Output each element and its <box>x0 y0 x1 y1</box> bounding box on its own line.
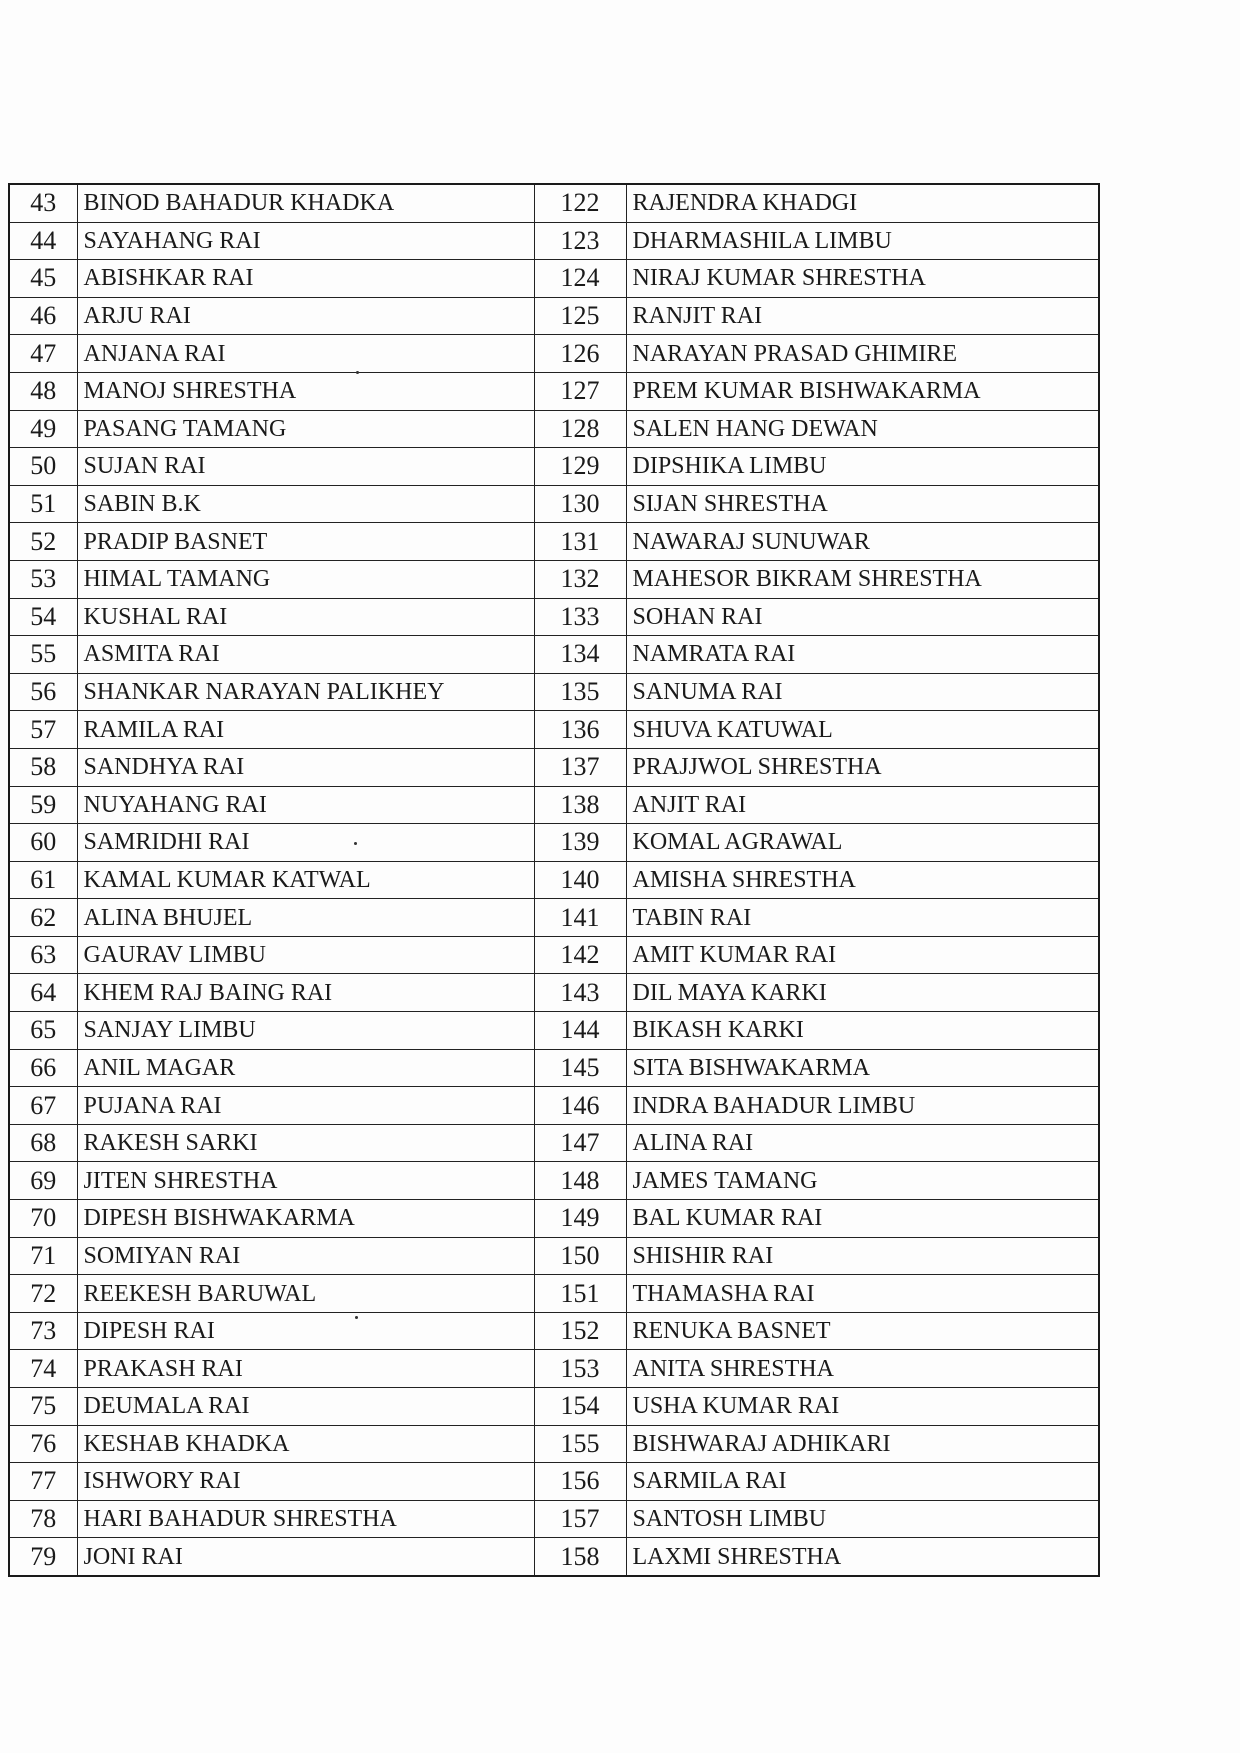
serial-number-left: 53 <box>9 560 77 598</box>
name-right: PREM KUMAR BISHWAKARMA <box>626 372 1099 410</box>
serial-number-right: 142 <box>534 936 626 974</box>
name-left: JITEN SHRESTHA <box>77 1162 534 1200</box>
serial-number-left: 77 <box>9 1463 77 1501</box>
serial-number-left: 78 <box>9 1500 77 1538</box>
serial-number-right: 135 <box>534 673 626 711</box>
serial-number-left: 45 <box>9 260 77 298</box>
name-left: ISHWORY RAI <box>77 1463 534 1501</box>
name-left: HARI BAHADUR SHRESTHA <box>77 1500 534 1538</box>
serial-number-left: 63 <box>9 936 77 974</box>
serial-number-left: 59 <box>9 786 77 824</box>
serial-number-left: 60 <box>9 824 77 862</box>
name-left: GAURAV LIMBU <box>77 936 534 974</box>
serial-number-left: 70 <box>9 1200 77 1238</box>
serial-number-right: 156 <box>534 1463 626 1501</box>
name-left: DEUMALA RAI <box>77 1388 534 1426</box>
serial-number-left: 47 <box>9 335 77 373</box>
name-left: BINOD BAHADUR KHADKA <box>77 184 534 222</box>
serial-number-right: 151 <box>534 1275 626 1313</box>
serial-number-right: 125 <box>534 297 626 335</box>
name-left: JONI RAI <box>77 1538 534 1576</box>
name-left: KHEM RAJ BAING RAI <box>77 974 534 1012</box>
serial-number-right: 149 <box>534 1200 626 1238</box>
name-right: BAL KUMAR RAI <box>626 1200 1099 1238</box>
name-left: RAMILA RAI <box>77 711 534 749</box>
name-right: NARAYAN PRASAD GHIMIRE <box>626 335 1099 373</box>
name-right: SHISHIR RAI <box>626 1237 1099 1275</box>
table-row <box>9 1463 1099 1501</box>
table-row <box>9 1312 1099 1350</box>
name-left: ABISHKAR RAI <box>77 260 534 298</box>
serial-number-left: 54 <box>9 598 77 636</box>
serial-number-left: 74 <box>9 1350 77 1388</box>
table-row <box>9 673 1099 711</box>
serial-number-right: 153 <box>534 1350 626 1388</box>
serial-number-left: 76 <box>9 1425 77 1463</box>
serial-number-left: 46 <box>9 297 77 335</box>
serial-number-right: 148 <box>534 1162 626 1200</box>
table-row <box>9 1425 1099 1463</box>
name-right: NIRAJ KUMAR SHRESTHA <box>626 260 1099 298</box>
name-left: DIPESH BISHWAKARMA <box>77 1200 534 1238</box>
serial-number-right: 144 <box>534 1012 626 1050</box>
serial-number-left: 69 <box>9 1162 77 1200</box>
serial-number-right: 154 <box>534 1388 626 1426</box>
serial-number-right: 127 <box>534 372 626 410</box>
serial-number-right: 122 <box>534 184 626 222</box>
table-row <box>9 1124 1099 1162</box>
name-right: NAWARAJ SUNUWAR <box>626 523 1099 561</box>
name-left: REEKESH BARUWAL <box>77 1275 534 1313</box>
serial-number-right: 129 <box>534 448 626 486</box>
serial-number-right: 130 <box>534 485 626 523</box>
serial-number-right: 150 <box>534 1237 626 1275</box>
name-right: SARMILA RAI <box>626 1463 1099 1501</box>
serial-number-left: 56 <box>9 673 77 711</box>
name-left: ALINA BHUJEL <box>77 899 534 937</box>
serial-number-right: 147 <box>534 1124 626 1162</box>
serial-number-left: 51 <box>9 485 77 523</box>
name-left: KUSHAL RAI <box>77 598 534 636</box>
name-left: SABIN B.K <box>77 485 534 523</box>
serial-number-right: 134 <box>534 636 626 674</box>
serial-number-left: 55 <box>9 636 77 674</box>
table-row <box>9 636 1099 674</box>
name-right: ALINA RAI <box>626 1124 1099 1162</box>
table-row <box>9 222 1099 260</box>
name-right: ANJIT RAI <box>626 786 1099 824</box>
serial-number-left: 71 <box>9 1237 77 1275</box>
serial-number-right: 131 <box>534 523 626 561</box>
table-row <box>9 936 1099 974</box>
name-right: MAHESOR BIKRAM SHRESTHA <box>626 560 1099 598</box>
serial-number-left: 75 <box>9 1388 77 1426</box>
table-row <box>9 861 1099 899</box>
name-right: LAXMI SHRESTHA <box>626 1538 1099 1576</box>
name-left: ARJU RAI <box>77 297 534 335</box>
serial-number-right: 123 <box>534 222 626 260</box>
table-row <box>9 786 1099 824</box>
scan-speck <box>354 842 357 845</box>
name-left: SAYAHANG RAI <box>77 222 534 260</box>
name-right: AMIT KUMAR RAI <box>626 936 1099 974</box>
name-left: NUYAHANG RAI <box>77 786 534 824</box>
serial-number-right: 136 <box>534 711 626 749</box>
serial-number-right: 138 <box>534 786 626 824</box>
serial-number-left: 50 <box>9 448 77 486</box>
name-right: INDRA BAHADUR LIMBU <box>626 1087 1099 1125</box>
name-list-table <box>8 183 1100 1577</box>
name-right: RAJENDRA KHADGI <box>626 184 1099 222</box>
serial-number-left: 57 <box>9 711 77 749</box>
table-row <box>9 260 1099 298</box>
name-right: USHA KUMAR RAI <box>626 1388 1099 1426</box>
table-row <box>9 1388 1099 1426</box>
table-row <box>9 1162 1099 1200</box>
name-right: SANUMA RAI <box>626 673 1099 711</box>
name-right: DIL MAYA KARKI <box>626 974 1099 1012</box>
serial-number-right: 128 <box>534 410 626 448</box>
scan-speck <box>355 1316 358 1319</box>
serial-number-right: 126 <box>534 335 626 373</box>
name-left: ANJANA RAI <box>77 335 534 373</box>
serial-number-right: 139 <box>534 824 626 862</box>
serial-number-right: 141 <box>534 899 626 937</box>
table-row <box>9 748 1099 786</box>
table-row <box>9 899 1099 937</box>
table-row <box>9 1275 1099 1313</box>
table-row <box>9 410 1099 448</box>
table-row <box>9 335 1099 373</box>
table-row <box>9 560 1099 598</box>
serial-number-left: 49 <box>9 410 77 448</box>
name-list-body <box>9 184 1099 1576</box>
serial-number-right: 124 <box>534 260 626 298</box>
table-row <box>9 1500 1099 1538</box>
name-left: SANJAY LIMBU <box>77 1012 534 1050</box>
name-left: PASANG TAMANG <box>77 410 534 448</box>
name-right: TABIN RAI <box>626 899 1099 937</box>
table-row <box>9 297 1099 335</box>
serial-number-left: 43 <box>9 184 77 222</box>
serial-number-right: 133 <box>534 598 626 636</box>
serial-number-right: 152 <box>534 1312 626 1350</box>
name-right: SOHAN RAI <box>626 598 1099 636</box>
name-left: SAMRIDHI RAI <box>77 824 534 862</box>
name-right: SHUVA KATUWAL <box>626 711 1099 749</box>
serial-number-left: 48 <box>9 372 77 410</box>
serial-number-left: 72 <box>9 1275 77 1313</box>
name-right: PRAJJWOL SHRESTHA <box>626 748 1099 786</box>
serial-number-right: 132 <box>534 560 626 598</box>
serial-number-right: 158 <box>534 1538 626 1576</box>
name-left: SUJAN RAI <box>77 448 534 486</box>
name-right: ANITA SHRESTHA <box>626 1350 1099 1388</box>
table-row <box>9 523 1099 561</box>
table-row <box>9 974 1099 1012</box>
scan-speck <box>356 371 359 374</box>
serial-number-left: 64 <box>9 974 77 1012</box>
name-left: HIMAL TAMANG <box>77 560 534 598</box>
name-right: RENUKA BASNET <box>626 1312 1099 1350</box>
serial-number-left: 62 <box>9 899 77 937</box>
serial-number-left: 73 <box>9 1312 77 1350</box>
table-row <box>9 1538 1099 1576</box>
name-right: BIKASH KARKI <box>626 1012 1099 1050</box>
name-right: BISHWARAJ ADHIKARI <box>626 1425 1099 1463</box>
name-left: KESHAB KHADKA <box>77 1425 534 1463</box>
name-left: PUJANA RAI <box>77 1087 534 1125</box>
name-right: DHARMASHILA LIMBU <box>626 222 1099 260</box>
table-row <box>9 598 1099 636</box>
name-left: DIPESH RAI <box>77 1312 534 1350</box>
name-left: PRAKASH RAI <box>77 1350 534 1388</box>
serial-number-left: 52 <box>9 523 77 561</box>
serial-number-left: 65 <box>9 1012 77 1050</box>
name-right: JAMES TAMANG <box>626 1162 1099 1200</box>
name-left: SHANKAR NARAYAN PALIKHEY <box>77 673 534 711</box>
name-right: RANJIT RAI <box>626 297 1099 335</box>
table-row <box>9 824 1099 862</box>
name-left: SANDHYA RAI <box>77 748 534 786</box>
serial-number-right: 140 <box>534 861 626 899</box>
name-left: PRADIP BASNET <box>77 523 534 561</box>
serial-number-left: 67 <box>9 1087 77 1125</box>
serial-number-left: 44 <box>9 222 77 260</box>
name-left: SOMIYAN RAI <box>77 1237 534 1275</box>
table-row <box>9 1200 1099 1238</box>
table-row <box>9 1350 1099 1388</box>
name-right: DIPSHIKA LIMBU <box>626 448 1099 486</box>
name-right: SANTOSH LIMBU <box>626 1500 1099 1538</box>
name-right: SITA BISHWAKARMA <box>626 1049 1099 1087</box>
serial-number-left: 58 <box>9 748 77 786</box>
name-right: SIJAN SHRESTHA <box>626 485 1099 523</box>
serial-number-left: 79 <box>9 1538 77 1576</box>
serial-number-right: 137 <box>534 748 626 786</box>
table-row <box>9 1087 1099 1125</box>
name-left: ANIL MAGAR <box>77 1049 534 1087</box>
serial-number-left: 68 <box>9 1124 77 1162</box>
name-right: NAMRATA RAI <box>626 636 1099 674</box>
serial-number-right: 155 <box>534 1425 626 1463</box>
name-right: AMISHA SHRESTHA <box>626 861 1099 899</box>
name-left: MANOJ SHRESTHA <box>77 372 534 410</box>
serial-number-right: 143 <box>534 974 626 1012</box>
serial-number-left: 66 <box>9 1049 77 1087</box>
name-left: RAKESH SARKI <box>77 1124 534 1162</box>
name-right: SALEN HANG DEWAN <box>626 410 1099 448</box>
name-left: ASMITA RAI <box>77 636 534 674</box>
table-row <box>9 448 1099 486</box>
name-left: KAMAL KUMAR KATWAL <box>77 861 534 899</box>
table-row <box>9 711 1099 749</box>
name-right: THAMASHA RAI <box>626 1275 1099 1313</box>
serial-number-right: 157 <box>534 1500 626 1538</box>
table-row <box>9 184 1099 222</box>
table-row <box>9 1012 1099 1050</box>
serial-number-right: 145 <box>534 1049 626 1087</box>
table-row <box>9 1049 1099 1087</box>
table-row <box>9 372 1099 410</box>
serial-number-left: 61 <box>9 861 77 899</box>
serial-number-right: 146 <box>534 1087 626 1125</box>
table-row <box>9 485 1099 523</box>
table-row <box>9 1237 1099 1275</box>
name-right: KOMAL AGRAWAL <box>626 824 1099 862</box>
